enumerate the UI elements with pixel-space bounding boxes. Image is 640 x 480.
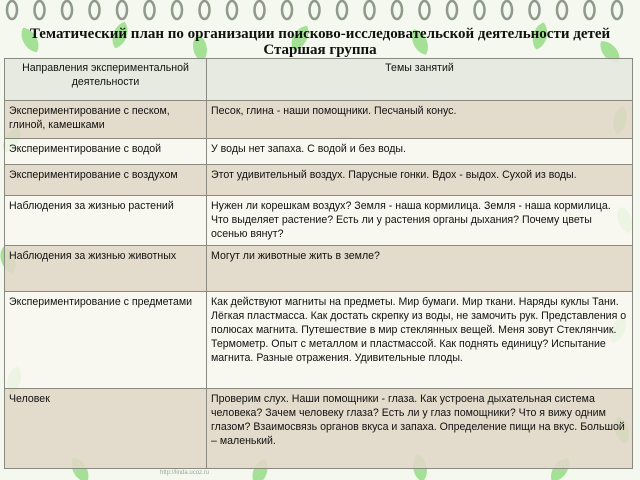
binding-ring — [585, 1, 595, 19]
column-header-topics: Темы занятий — [207, 59, 633, 101]
column-header-direction: Направления экспериментальной деятельности — [5, 59, 207, 101]
table-row — [5, 196, 633, 246]
topics-cell: У воды нет запаха. С водой и без воды. — [207, 139, 633, 165]
binding-ring — [62, 1, 72, 19]
topics-cell: Как действуют магниты на предметы. Мир бумаги. Мир ткани. Наряды куклы Тани. Лёгкая пластмасса. Как достать скрепку из воды, не замочить рук. Представления о полюсах магнита. Путешествие в мир стеклянных вещей. Меня зовут Стеклянчик. Термометр. Опыт с металлом и пластмассой. Как поднять единицу? Испытание магнита. Разные отражения. Удивительные плоды. — [207, 291, 633, 388]
direction-cell: Экспериментирование с песком, глиной, камешками — [5, 101, 207, 139]
direction-cell: Человек — [5, 388, 207, 468]
direction-cell: Экспериментирование с водой — [5, 139, 207, 165]
topics-cell: Этот удивительный воздух. Парусные гонки. Вдох - выдох. Сухой из воды. — [207, 165, 633, 196]
binding-ring — [282, 1, 292, 19]
binding-ring — [475, 1, 485, 19]
title-line-1: Тематический план по организации поисково-исследовательской деятельности детей — [29, 26, 611, 42]
table-header-row — [5, 59, 633, 101]
binding-ring — [255, 1, 265, 19]
table-row — [5, 245, 633, 291]
table-row — [5, 388, 633, 468]
title-line-2: Старшая группа — [263, 42, 377, 58]
table-row — [5, 165, 633, 196]
binding-ring — [35, 1, 45, 19]
watermark: http://linda.ucoz.ru — [160, 470, 210, 476]
binding-ring — [447, 1, 457, 19]
direction-cell: Наблюдения за жизнью растений — [5, 196, 207, 246]
topics-cell: Проверим слух. Наши помощники - глаза. Как устроена дыхательная система человека? Зачем человеку глаза? Есть ли у глаз помощники? Что я вижу одним глазом? Взаимосвязь органов вкуса и запаха. Определение пищи на вкус. Большой – маленький. — [207, 388, 633, 468]
topics-cell: Песок, глина - наши помощники. Песчаный конус. — [207, 101, 633, 139]
topics-cell: Могут ли животные жить в земле? — [207, 245, 633, 291]
direction-cell: Наблюдения за жизнью животных — [5, 245, 207, 291]
binding-ring — [227, 1, 237, 19]
table-row — [5, 139, 633, 165]
binding-ring — [502, 1, 512, 19]
direction-cell: Экспериментирование с предметами — [5, 291, 207, 388]
binding-ring — [557, 1, 567, 19]
binding-ring — [420, 1, 430, 19]
notebook-binding — [0, 0, 640, 24]
plan-table — [4, 58, 633, 469]
page-title — [0, 26, 640, 58]
table-row — [5, 291, 633, 388]
binding-ring — [7, 1, 17, 19]
binding-ring — [200, 1, 210, 19]
binding-ring — [392, 1, 402, 19]
binding-ring — [365, 1, 375, 19]
binding-ring — [612, 1, 622, 19]
direction-cell: Экспериментирование с воздухом — [5, 165, 207, 196]
binding-ring — [530, 1, 540, 19]
table-row — [5, 101, 633, 139]
binding-ring — [337, 1, 347, 19]
topics-cell: Нужен ли корешкам воздух? Земля - наша кормилица. Земля - наша кормилица. Что выделяет растение? Есть ли у растения органы дыхания? Почему цветы осенью вянут? — [207, 196, 633, 246]
binding-ring — [172, 1, 182, 19]
binding-ring — [90, 1, 100, 19]
binding-ring — [117, 1, 127, 19]
binding-ring — [310, 1, 320, 19]
binding-ring — [145, 1, 155, 19]
